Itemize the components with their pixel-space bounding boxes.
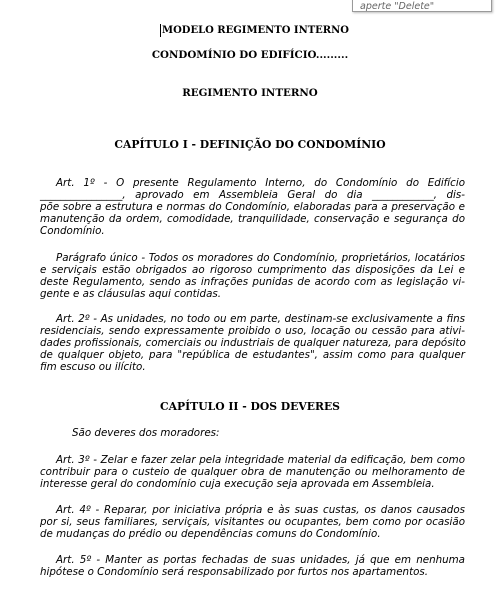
paragrafo-unico-line: deste Regulamento, sendo as infrações punidas de acordo com as legislação vi- bbox=[40, 276, 465, 288]
art4-line: Art. 4º - Reparar, por iniciativa própria e às suas custas, os danos causados bbox=[56, 504, 465, 516]
art3-line: interesse geral do condomínio cuja execução seja aprovada em Assembleia. bbox=[40, 478, 435, 490]
art1-line: manutenção da ordem, comodidade, tranquilidade, conservação e segurança do bbox=[40, 213, 465, 225]
art5-line: Art. 5º - Manter as portas fechadas de suas unidades, já que em nenhuma bbox=[56, 554, 465, 566]
art1-line: põe sobre a estrutura e normas do Condomínio, elaboradas para a preservação e bbox=[40, 201, 465, 213]
art3-line: Art. 3º - Zelar e fazer zelar pela integridade material da edificação, bem como bbox=[56, 454, 465, 466]
art2-line: de qualquer objeto, para "república de estudantes", assim como para qualquer bbox=[40, 349, 465, 361]
art2-line: Art. 2º - As unidades, no todo ou em parte, destinam-se exclusivamente a fins bbox=[56, 313, 465, 325]
doc-title: REGIMENTO INTERNO bbox=[182, 87, 318, 99]
art1-line: Condomínio. bbox=[40, 225, 105, 237]
condo-title: CONDOMÍNIO DO EDIFÍCIO......... bbox=[151, 49, 349, 61]
art1-line: Art. 1º - O presente Regulamento Interno, do Condomínio do Edifício bbox=[56, 177, 465, 189]
art5-line: hipótese o Condomínio será responsabilizado por furtos nos apartamentos. bbox=[40, 566, 429, 578]
deveres-intro: São deveres dos moradores: bbox=[72, 427, 220, 439]
text-cursor bbox=[160, 24, 161, 37]
chapter2-heading: CAPÍTULO II - DOS DEVERES bbox=[160, 400, 340, 413]
art4-line: de mudanças do prédio ou dependências comuns do Condomínio. bbox=[40, 528, 381, 540]
art1-line: ________________, aprovado em Assembleia Geral do dia ____________, dis- bbox=[40, 189, 465, 201]
delete-tooltip: aperte "Delete" bbox=[352, 0, 492, 12]
art3-line: contribuir para o custeio de qualquer obra de manutenção ou melhoramento de bbox=[40, 466, 465, 478]
document-header: MODELO REGIMENTO INTERNO bbox=[162, 25, 349, 36]
art2-line: residenciais, sendo expressamente proibido o uso, locação ou cessão para ativi- bbox=[40, 325, 465, 337]
paragrafo-unico-line: Parágrafo único - Todos os moradores do Condomínio, proprietários, locatários bbox=[56, 252, 465, 264]
paragrafo-unico-line: e serviçais estão obrigados ao rigoroso cumprimento das disposições da Lei e bbox=[40, 264, 465, 276]
art4-line: por si, seus familiares, serviçais, visitantes ou ocupantes, bem como por ocasião bbox=[40, 516, 465, 528]
chapter1-heading: CAPÍTULO I - DEFINIÇÃO DO CONDOMÍNIO bbox=[114, 138, 386, 151]
paragrafo-unico-line: gente e as cláusulas aqui contidas. bbox=[40, 288, 222, 300]
art2-line: fim escuso ou ilícito. bbox=[40, 361, 146, 373]
art2-line: dades profissionais, comerciais ou industriais de qualquer natureza, para depósito bbox=[40, 337, 466, 349]
